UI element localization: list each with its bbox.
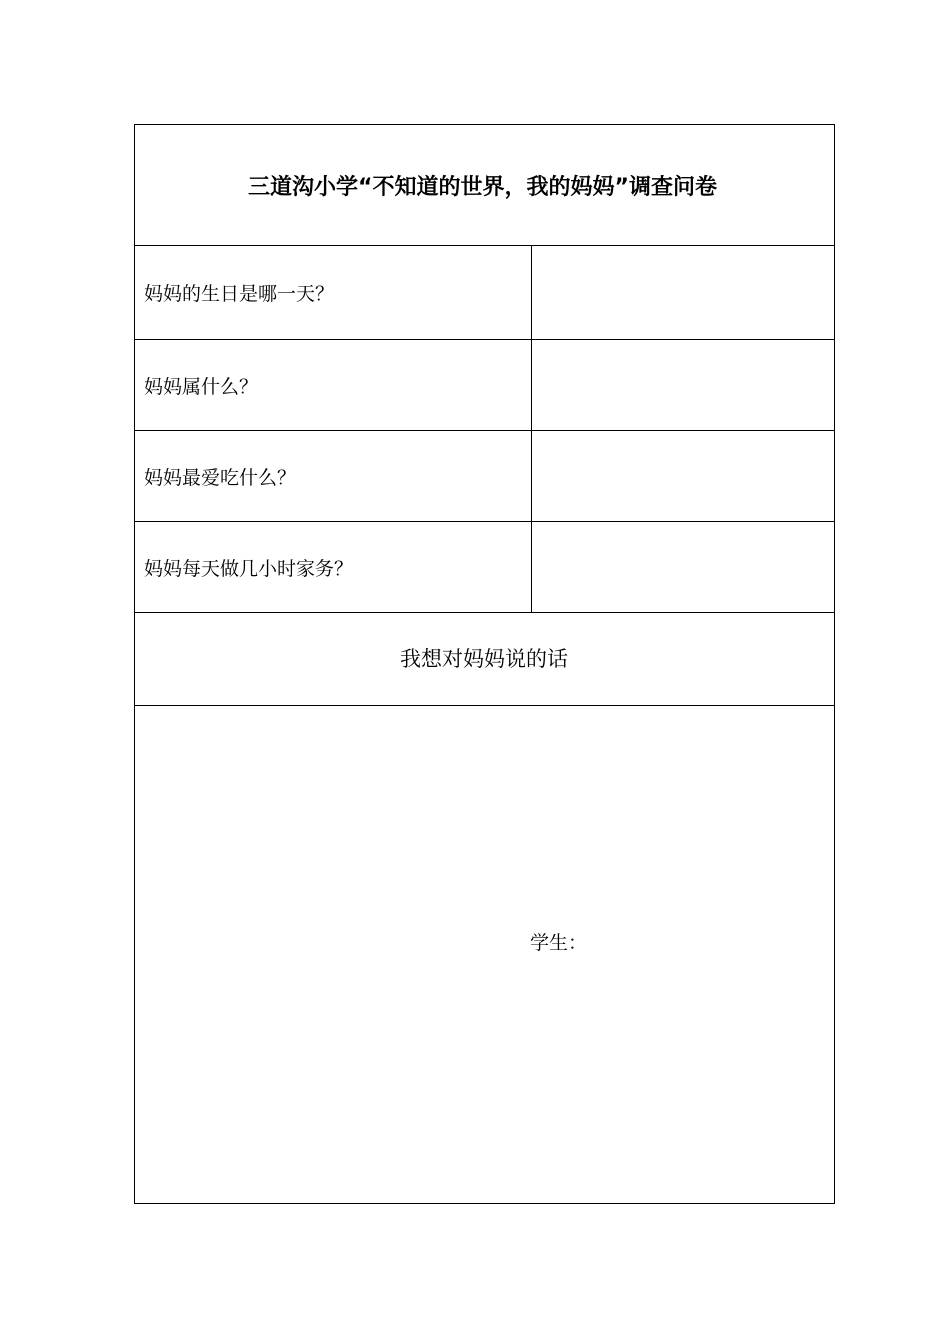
question-row-housework xyxy=(135,522,834,613)
title-row xyxy=(135,125,834,246)
answer-cell-favorite-food[interactable] xyxy=(532,431,834,521)
question-label-birthday: 妈妈的生日是哪一天？ xyxy=(135,246,532,339)
question-row-birthday xyxy=(135,246,834,340)
answer-cell-birthday[interactable] xyxy=(532,246,834,339)
answer-cell-zodiac[interactable] xyxy=(532,340,834,430)
question-row-zodiac xyxy=(135,340,834,431)
survey-table xyxy=(134,124,835,1204)
answer-cell-housework[interactable] xyxy=(532,522,834,612)
question-row-favorite-food xyxy=(135,431,834,522)
question-label-favorite-food: 妈妈最爱吃什么？ xyxy=(135,431,532,521)
student-label: 学生： xyxy=(530,932,588,954)
message-heading-row xyxy=(135,613,834,706)
question-label-zodiac: 妈妈属什么？ xyxy=(135,340,532,430)
message-body-area[interactable] xyxy=(135,706,834,1203)
survey-title: 三道沟小学“不知道的世界，我的妈妈”调查问卷 xyxy=(248,175,717,200)
question-label-housework: 妈妈每天做几小时家务？ xyxy=(135,522,532,612)
message-heading: 我想对妈妈说的话 xyxy=(400,646,568,671)
